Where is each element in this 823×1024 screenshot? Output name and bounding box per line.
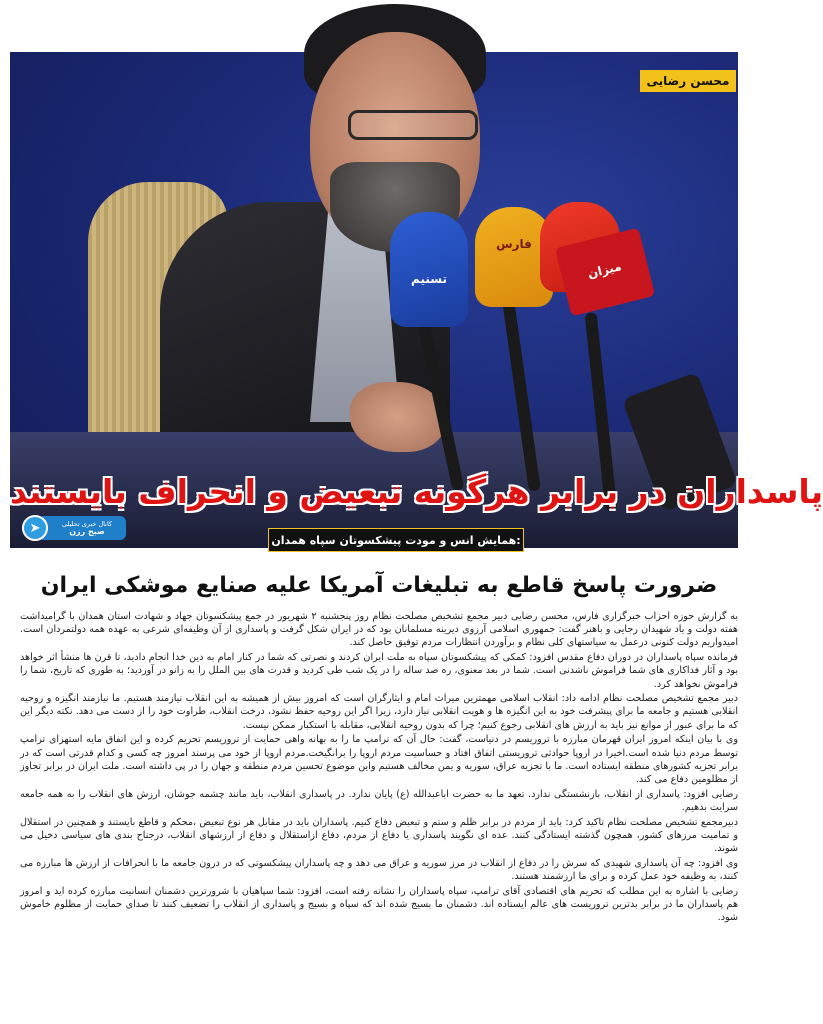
article-paragraph: به گزارش حوزه احزاب خبرگزاری فارس، محسن رضایی دبیر مجمع تشخیص مصلحت نظام روز پنجشنبه ۲ شهریور در جمع پیشکسوتان جهاد و شهادت استان همدان با گرامیداشت هفته دولت و یاد شهیدان رجایی و باهنر گفت: جمهوری اسلامی آرزوی دیرینه مسلمانان بود که در ایران شکل گرفت و پاسداری از آن وظیفه‌ای شرعی به عهده همه دولتمردان است. امیدواریم دولت کنونی درعمل به سیاستهای کلی نظام و برآوردن انتظارات مردم توفیق حاصل کند. [20,611,738,649]
channel-badge[interactable] [22,514,128,542]
article-paragraph: وی با بیان اینکه امروز ایران قهرمان مبارزه با تروریسم در دنیاست، گفت: حال آن که ترامپ ما را به بهانه واهی حمایت از تروریسم تحریم کرده و این اتفاق مایه استهزای ترامپ توسط مردم دنیا شده است.اخیرا در اروپا حوادثی تروریستی اتفاق افتاد و حساسیت مردم اروپا را برانگیخت.مردم اروپا از خود می پرسند امروز چه کسی و کدام قدرتی است که در برابر تجزیه کشورهای منطقه ایستاده است. ما با تجزیه عراق، سوریه و یمن مخالف هستیم واین موضوع تحسین مردم منطقه و جهان را در پی داشته است. ملت ایران در برابر تجاوز از مظلومین دفاع می کند. [20,734,738,785]
article-paragraph: رضایی افزود: پاسداری از انقلاب، بازنشستگی ندارد. تعهد ما به حضرت اباعبدالله (ع) پایان ندارد. در پاسداری انقلاب، باید مانند چشمه جوشان، ارزش های انقلاب را به همه جامعه سرایت بدهیم. [20,788,738,813]
article-paragraph: دبیر مجمع تشخیص مصلحت نظام ادامه داد: انقلاب اسلامی مهمترین میراث امام و ایثارگران است که امروز بیش از همیشه به این انقلاب نیازمند هستیم. ما نیازمند انگیزه و روحیه انقلابی هستیم و جامعه ما برای پیشرفت خود به این انگیزه ها و هویت انقلابی نیاز دارد، زیرا اگر این روحیه حفظ نشود، درخت انقلاب، طراوت خود را از دست می دهد. نکته دیگر این که ما برای عبور از موانع نیز باید به ارزش های انقلابی رجوع کنیم؛ چرا که بدون روحیه انقلابی، مقابله با استکبار ممکن نیست. [20,693,738,731]
mic-logo-yellow: فارس [496,237,532,251]
channel-badge-line2: صبح رزن [69,527,105,536]
mic-logo-red: میزان [586,259,623,281]
speaker-hand [350,382,445,452]
article-paragraph: رضایی با اشاره به این مطلب که تحریم های اقتصادی آقای ترامپ، سپاه پاسداران را نشانه رفته است، افزود: شما سپاهیان با شرورترین دشمنان انسانیت مبارزه کرده اید و امروز هم پاسداران ما در برابر بدترین تروریست های عالم ایستاده اند. دشمنان ما بسیج شده اند که سپاه و بسیج و پاسداری از انقلاب را تضعیف کنند تا صدای حمایت از مظلوم خاموش شود. [20,885,738,923]
speaker-glasses [348,110,478,140]
telegram-icon: ➤ [22,515,48,541]
event-subheading: همایش انس و مودت پیشکسوتان سپاه همدان: [268,528,524,552]
main-headline: پاسداران در برابر هرگونه تبعیض و انحراف بایستند [10,472,823,511]
mic-blue [390,212,468,327]
article-paragraph: وی افزود: چه آن پاسداری شهیدی که سرش را در دفاع از انقلاب در مرز سوریه و عراق می دهد و چه پاسداران پیشکسوتی که در درون جامعه ما با انحرافات از ارزش ها مبارزه می کنند، به وظیفه خود عمل کرده و برای ما ارزشمند هستند. [20,857,738,882]
article-body [20,610,738,1018]
article-paragraph: فرمانده سپاه پاسداران در دوران دفاع مقدس افزود: کمکی که پیشکسوتان سپاه به ملت ایران کردند و نصرتی که شما در کنار امام به دین خدا انجام دادید، تا قرن ها منشأ اثر خواهد بود و آثار فداکاری های شما فراموش ناشدنی است. شما در بعد معنوی، ره صد ساله را در یک شب طی کردید و قدرت های بین الملل را به زانو در آوردید؛ به طوری که تاریخ، شما را فراموش نخواهد کرد. [20,652,738,690]
channel-badge-text [42,516,126,540]
article-paragraph: دبیرمجمع تشخیص مصلحت نظام تاکید کرد: باید از مردم در برابر ظلم و ستم و تبعیض دفاع کنیم. پاسداران باید در مقابل هر نوع تبعیض ،محکم و قاطع بایستند و همچنین در استقلال و تمامیت مرزهای کشور، همچون گذشته ایستادگی کنند. عده ای نگویند پاسداری یا دفاع از مردم، دفاع ازاستقلال و دفاع از ارزشهای انقلاب، درجناح بندی های سیاسی دخیل می شوند. [20,816,738,854]
channel-badge-line1: کانال خبری تحلیلی [61,520,113,528]
mic-logo-blue: تسنیم [411,272,447,286]
speaker-name-tag: محسن رضایی [640,70,736,92]
article-title: ضرورت پاسخ قاطع به تبلیغات آمریکا علیه صنایع موشکی ایران [40,573,718,598]
